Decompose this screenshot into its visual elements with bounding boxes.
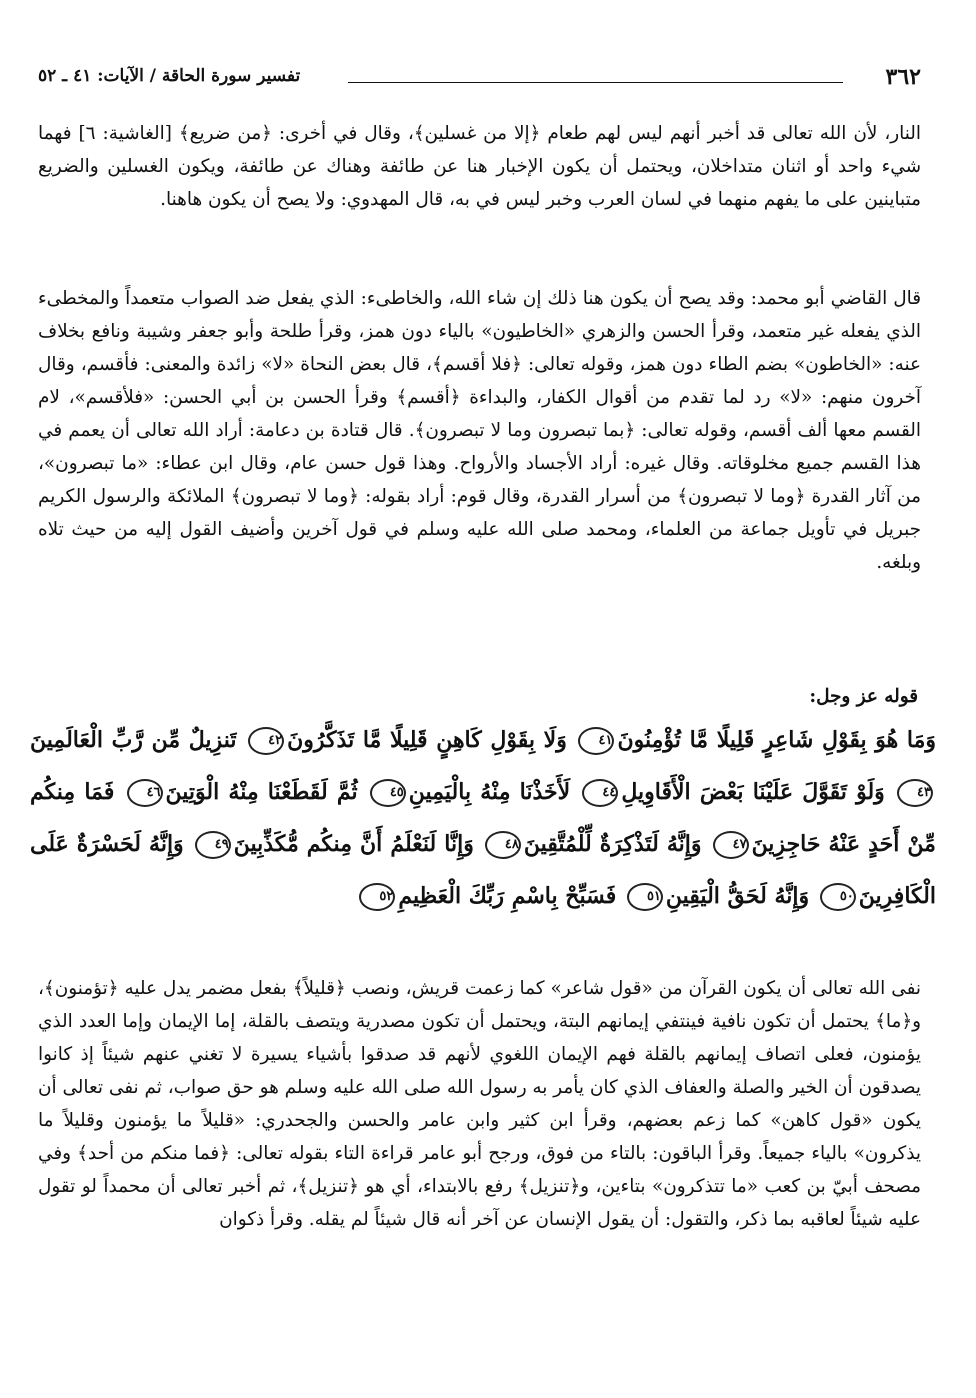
page-number: ٣٦٢ — [885, 64, 921, 90]
verse-number-marker: ٥١ — [627, 883, 663, 911]
verse-number-marker: ٤٣ — [897, 779, 933, 807]
quran-verses-block — [30, 714, 936, 922]
paragraph-1: النار، لأن الله تعالى قد أخبر أنهم ليس لهم طعام ﴿إلا من غسلين﴾، وقال في أخرى: ﴿من ضريع﴾ [الغاشية: ٦] فهما شيء واحد أو اثنان متداخلان، ويحتمل أن يكون الإخبار هنا عن طائفة وهناك عن طائفة، ويكون الغسلين والضريع متباينين على ما يفهم منهما في لسان العرب وخبر ليس في به، قال المهدوي: ولا يصح أن يكون هاهنا. — [38, 123, 922, 210]
verse-text: وَإِنَّهُ لَحَسْرَةٌ عَلَى الْكَافِرِينَ — [30, 831, 936, 909]
page-header — [38, 60, 921, 94]
verse-text: تَنزِيلٌ مِّن رَّبِّ الْعَالَمِينَ — [30, 727, 237, 753]
verse-number-marker: ٤٧ — [713, 831, 749, 859]
verse-number-marker: ٤٤ — [582, 779, 618, 807]
verse-number-marker: ٤٢ — [248, 727, 284, 755]
header-rule — [348, 82, 843, 83]
running-title: تفسير سورة الحاقة / الآيات: ٤١ ـ ٥٢ — [38, 66, 301, 86]
paragraph-4: نفى الله تعالى أن يكون القرآن من «قول شاعر» كما زعمت قريش، ونصب ﴿قليلاً﴾ بفعل مضمر يدل عليه ﴿تؤمنون﴾، و﴿ما﴾ يحتمل أن تكون نافية فينتفي إيمانهم البتة، ويحتمل أن تكون مصدرية ويتصف بالقلة، إما الإيمان وإما العدد الذي يؤمنون، فعلى اتصاف إيمانهم بالقلة فهم الإيمان اللغوي لأنهم قد صدقوا بأشياء يسيرة لا تغني عنهم شيئاً إذ كانوا يصدقون أن الخير والصلة والعفاف الذي كان يأمر به رسول الله صلى الله عليه وسلم هو حق صواب، ثم نفى تعالى أن يكون «قول كاهن» كما زعم بعضهم، وقرأ ابن كثير وابن عامر والحسن والجحدري: «قليلاً ما يؤمنون وقليلاً ما يذكرون» بالياء جميعاً. وقرأ الباقون: بالتاء من فوق، ورجح أبو عامر قراءة التاء بقوله تعالى: ﴿فما منكم من أحد﴾ وفي مصحف أبيّ بن كعب «ما تتذكرون» بتاءين، و﴿تنزيل﴾ رفع بالابتداء، أي هو ﴿تنزيل﴾، ثم أخبر تعالى أن محمداً لو تقول عليه شيئاً لعاقبه بما ذكر، والتقول: أن يقول الإنسان عن آخر أنه قال شيئاً لم يقله. وقرأ ذكوان — [38, 978, 921, 1230]
verse-number-marker: ٤٨ — [485, 831, 521, 859]
verse-text: وَإِنَّا لَنَعْلَمُ أَنَّ مِنكُم مُّكَذِّبِينَ — [233, 831, 474, 857]
verse-intro: قوله عز وجل: — [809, 686, 918, 707]
verse-text: ثُمَّ لَقَطَعْنَا مِنْهُ الْوَتِينَ — [165, 779, 358, 805]
verse-number-marker: ٤١ — [578, 727, 614, 755]
verse-text: فَسَبِّحْ بِاسْمِ رَبِّكَ الْعَظِيمِ — [398, 883, 617, 909]
paragraph-2: قال القاضي أبو محمد: وقد يصح أن يكون هنا ذلك إن شاء الله، والخاطىء: الذي يفعل ضد الصواب متعمداً والمخطىء الذي يفعله غير متعمد، وقرأ الحسن والزهري «الخاطيون» بالياء دون همز، وقرأ طلحة وأبو جعفر وشيبة ونافع بخلاف عنه: «الخاطون» بضم الطاء دون همز، وقوله تعالى: ﴿فلا أقسم﴾، قال بعض النحاة «لا» زائدة والمعنى: فأقسم، وقال آخرون منهم: «لا» رد لما تقدم من أقوال الكفار، والبداءة ﴿أقسم﴾ وقرأ الحسن بن أبي الحسن: «فلأقسم»، لام القسم معها ألف أقسم، وقوله تعالى: ﴿بما تبصرون وما لا تبصرون﴾. قال قتادة بن دعامة: أراد الله تعالى أن يعمم في هذا القسم جميع مخلوقاته. وقال غيره: أراد الأجساد والأرواح. وهذا قول حسن عام، وقال ابن عطاء: «ما تبصرون»، من آثار القدرة ﴿وما لا تبصرون﴾ من أسرار القدرة، وقال قوم: أراد بقوله: ﴿وما لا تبصرون﴾ الملائكة والرسول الكريم جبريل في تأويل جماعة من العلماء، ومحمد صلى الله عليه وسلم في قول آخرين وأضيف القول إليه من حيث تلاه وبلغه. — [38, 288, 921, 573]
verse-text: وَلَا بِقَوْلِ كَاهِنٍ قَلِيلًا مَّا تَذَكَّرُونَ — [287, 727, 567, 753]
verse-text: وَمَا هُوَ بِقَوْلِ شَاعِرٍ قَلِيلًا مَّا تُؤْمِنُونَ — [617, 727, 936, 753]
verse-text: لَأَخَذْنَا مِنْهُ بِالْيَمِينِ — [408, 779, 571, 805]
verse-text: وَلَوْ تَقَوَّلَ عَلَيْنَا بَعْضَ الْأَقَاوِيلِ — [621, 779, 885, 805]
verse-number-marker: ٥٢ — [359, 883, 395, 911]
verse-text: وَإِنَّهُ لَحَقُّ الْيَقِينِ — [665, 883, 810, 909]
verse-number-marker: ٤٩ — [195, 831, 231, 859]
verse-number-marker: ٤٥ — [370, 779, 406, 807]
verse-number-marker: ٤٦ — [127, 779, 163, 807]
verse-number-marker: ٥٠ — [820, 883, 856, 911]
verse-text: وَإِنَّهُ لَتَذْكِرَةٌ لِّلْمُتَّقِينَ — [523, 831, 702, 857]
verse-text: فَمَا مِنكُم مِّنْ أَحَدٍ عَنْهُ حَاجِزِينَ — [30, 779, 936, 857]
